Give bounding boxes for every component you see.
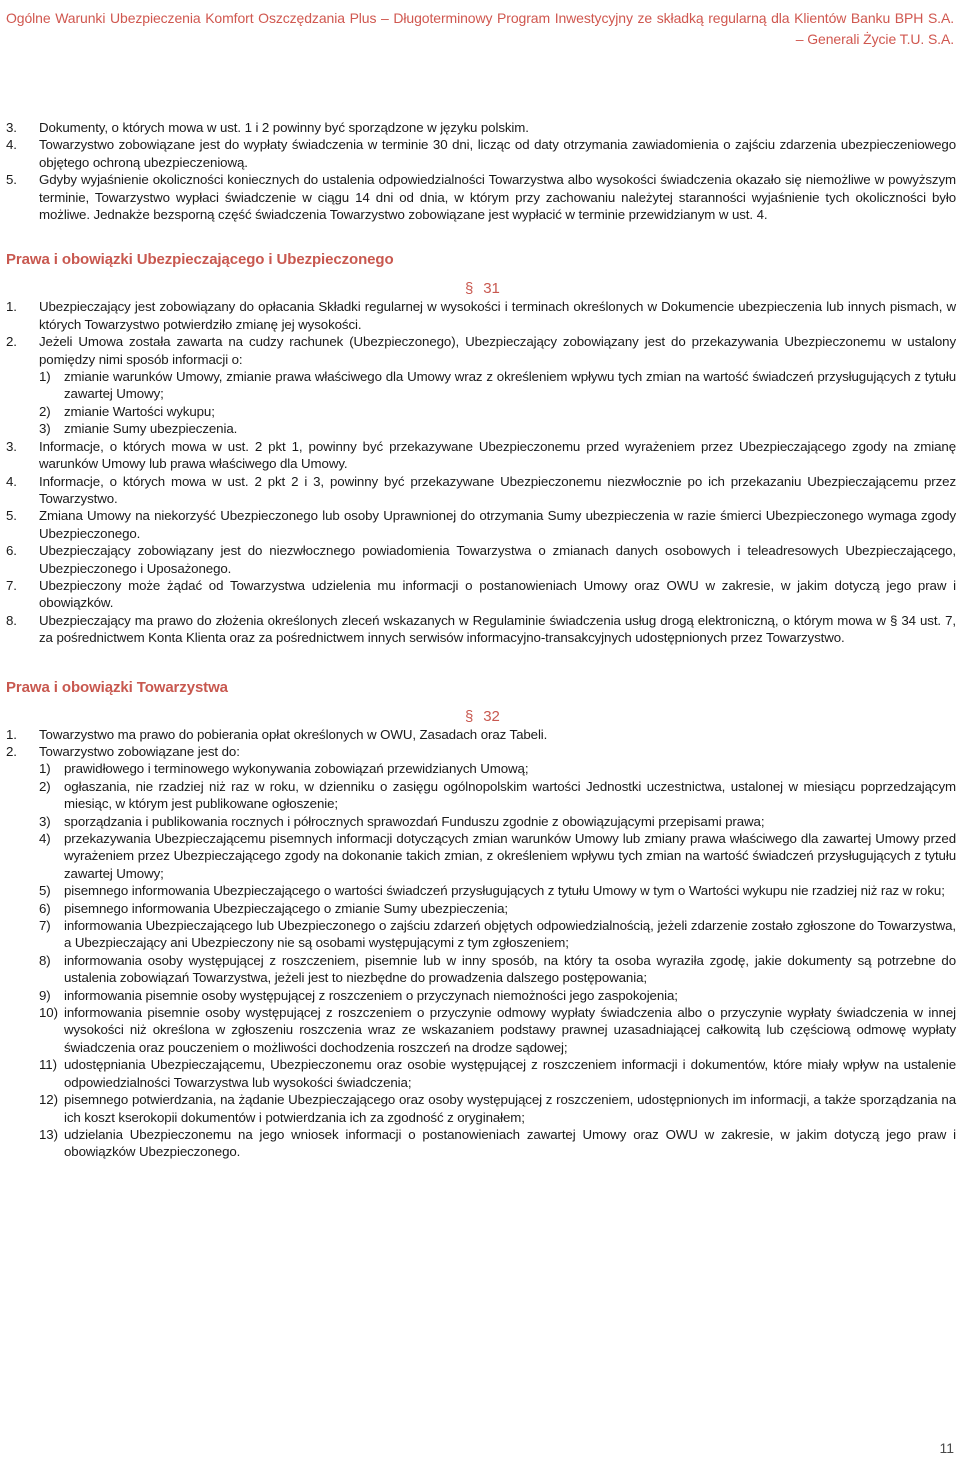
paragraph-number-value: 32: [483, 707, 500, 725]
sub-item-text: udostępniania Ubezpieczającemu, Ubezpieczonemu oraz osobie występującej z roszczeniem informacji i dokumentów, które miały wpływ na ustalenie odpowiedzialności Towarzystwa lub wysokości świadczenia;: [64, 1057, 956, 1090]
sub-item: [39, 1004, 956, 1056]
sub-item-number: 12): [39, 1092, 58, 1108]
item-number: 4.: [6, 137, 17, 153]
sub-item-text: zmianie Sumy ubezpieczenia.: [64, 421, 238, 437]
sub-item-number: 7): [39, 918, 51, 934]
sub-item-text: prawidłowego i terminowego wykonywania zobowiązań przewidzianych Umową;: [64, 761, 529, 777]
item-text: Ubezpieczający jest zobowiązany do opłacania Składki regularnej w wysokości i terminach określonych w Dokumencie ubezpieczenia lub innych pismach, w których Towarzystwo potwierdziło zmianę jej wysokości.: [39, 299, 956, 332]
section2-list: [6, 726, 956, 1161]
sub-item: [39, 778, 956, 813]
item-text: Towarzystwo zobowiązane jest do:: [39, 743, 240, 759]
sub-item: [39, 1056, 956, 1091]
item-text: Ubezpieczony może żądać od Towarzystwa udzielenia mu informacji o postanowieniach Umowy oraz OWU w zakresie, w jakim dotyczą jego praw i obowiązków.: [39, 577, 956, 611]
list-item: [6, 612, 956, 647]
item-text: Jeżeli Umowa została zawarta na cudzy rachunek (Ubezpieczonego), Ubezpieczający zobowiązany jest do przekazywania Ubezpieczonemu w ustalony pomiędzy nimi sposób informacji o:: [39, 334, 956, 367]
list-item: [6, 333, 956, 437]
list-item: [6, 438, 956, 473]
sub-item-number: 1): [39, 761, 51, 777]
sub-item-number: 2): [39, 403, 51, 419]
sub-item: [39, 952, 956, 987]
sub-item: [39, 368, 956, 403]
sub-item-number: 8): [39, 952, 51, 968]
list-item: [6, 171, 956, 223]
sub-item: [39, 900, 956, 917]
sub-item-number: 3): [39, 421, 51, 437]
sub-item-number: 5): [39, 883, 51, 899]
document-header: [6, 8, 954, 50]
item-number: 8.: [6, 612, 17, 628]
list-item: [6, 743, 956, 1161]
sub-item: [39, 882, 956, 899]
item-number: 4.: [6, 473, 17, 489]
item-number: 6.: [6, 543, 17, 559]
paragraph-number: [6, 707, 956, 726]
sub-item-number: 1): [39, 369, 51, 385]
sub-item-text: ogłaszania, nie rzadziej niż raz w roku, w dzienniku o zasięgu ogólnopolskim wartości Jednostki uczestnictwa, ustalonej w miesiącu poprzedzającym miesiąc, w którym jest publikowane ogłoszenie;: [64, 778, 956, 812]
sub-item-text: pisemnego informowania Ubezpieczającego o zmianie Sumy ubezpieczenia;: [64, 900, 508, 916]
document-body: [6, 119, 956, 1161]
paragraph-number: [6, 279, 956, 298]
section-heading: Prawa i obowiązki Ubezpieczającego i Ubezpieczonego: [6, 251, 394, 269]
sub-item-text: informowania pisemnie osoby występującej z roszczeniem o przyczynie odmowy wypłaty świadczenia albo o przyczynie wypłaty świadczenia w innej wysokości niż określona w zgłoszeniu roszczenia wraz ze wskazaniem podstawy prawnej uzasadniającej całkowitą lub częściową odmowę wypłaty świadczenia oraz pouczeniem o możliwości dochodzenia roszczeń na drodze sądowej;: [64, 1005, 956, 1055]
sub-item-number: 4): [39, 831, 51, 846]
item-text: Informacje, o których mowa w ust. 2 pkt 1, powinny być przekazywane Ubezpieczonemu przed wyrażeniem przez Ubezpieczającego zgody na zmianę warunków Umowy lub prawa właściwego dla Umowy.: [39, 438, 956, 472]
item-number: 1.: [6, 299, 17, 315]
item-number: 2.: [6, 334, 17, 350]
sub-list: [39, 760, 956, 1160]
sub-item-number: 10): [39, 1005, 58, 1021]
list-item: [6, 136, 956, 171]
paragraph-sign: §: [465, 280, 474, 298]
sub-item-text: przekazywania Ubezpieczającemu pisemnych informacji dotyczących zmian warunków Umowy lub zmiany prawa właściwego dla zawartej Umowy przed wyrażeniem przez Ubezpieczającego zgody na dokonanie takich zmian, z określeniem wpływu tych zmian na wartość świadczeń przysługujących z tytułu zawartej Umowy;: [64, 831, 956, 881]
item-number: 3.: [6, 438, 17, 454]
list-item: [6, 577, 956, 612]
sub-item-text: zmianie warunków Umowy, zmianie prawa właściwego dla Umowy wraz z określeniem wpływu tych zmian na wartość świadczeń przysługujących z tytułu zawartej Umowy;: [64, 369, 956, 402]
sub-item: [39, 830, 956, 882]
item-text: Towarzystwo zobowiązane jest do wypłaty świadczenia w terminie 30 dni, licząc od daty otrzymania zawiadomienia o zajściu zdarzenia ubezpieczeniowego objętego ochroną ubezpieczeniową.: [39, 137, 956, 170]
paragraph-sign: §: [465, 707, 474, 725]
item-number: 5.: [6, 172, 17, 188]
item-text: Informacje, o których mowa w ust. 2 pkt 2 i 3, powinny być przekazywane Ubezpieczonemu niezwłocznie po ich przekazaniu Ubezpieczającemu przez Towarzystwo.: [39, 473, 956, 506]
sub-list: [39, 368, 956, 438]
item-number: 5.: [6, 508, 17, 524]
item-number: 3.: [6, 120, 17, 135]
sub-item-text: pisemnego potwierdzania, na żądanie Ubezpieczającego oraz osoby występującej z roszczeniem, udostępnionych im informacji, a także sporządzania na ich koszt kserokopii dokumentów i potwierdzania ich za zgodność z oryginałem;: [64, 1092, 956, 1125]
sub-item-number: 13): [39, 1126, 58, 1142]
section1-list: [6, 298, 956, 646]
item-number: 2.: [6, 743, 17, 759]
sub-item: [39, 917, 956, 952]
sub-item: [39, 420, 956, 437]
header-title: Ogólne Warunki Ubezpieczenia Komfort Oszczędzania Plus – Długoterminowy Program Inwestycyjny ze składką regularną dla Klientów Banku BPH S.A.: [6, 10, 954, 26]
sub-item-text: informowania pisemnie osoby występującej z roszczeniem o przyczynach niemożności jego zaspokojenia;: [64, 987, 678, 1003]
page-number: 11: [939, 1440, 954, 1456]
sub-item-text: pisemnego informowania Ubezpieczającego o wartości świadczeń przysługujących z tytułu Umowy w tym o Wartości wykupu nie rzadziej niż raz w roku;: [64, 883, 945, 899]
sub-item-text: informowania osoby występującej z roszczeniem, pisemnie lub w inny sposób, na który ta osoba wyraziła zgodę, jakie dokumenty są potrzebne do ustalenia zobowiązań Towarzystwa, jeżeli jest to niezbędne do prowadzenia dalszego postępowania;: [64, 952, 956, 986]
paragraph-number-value: 31: [483, 280, 500, 298]
sub-item-number: 6): [39, 900, 51, 916]
list-item: [6, 473, 956, 508]
sub-item-number: 11): [39, 1057, 57, 1073]
item-text: Ubezpieczający ma prawo do złożenia określonych zleceń wskazanych w Regulaminie świadczenia usług drogą elektroniczną, o którym mowa w § 34 ust. 7, za pośrednictwem Konta Klienta oraz za pośrednictwem innych serwisów informacyjno-transakcyjnych udostępnionych przez Towarzystwo.: [39, 612, 956, 646]
sub-item: [39, 403, 956, 420]
sub-item-number: 2): [39, 778, 51, 794]
list-item: [6, 119, 956, 136]
item-number: 7.: [6, 577, 17, 593]
sub-item-text: udzielania Ubezpieczonemu na jego wniosek informacji o postanowieniach zawartej Umowy oraz OWU w zakresie, w jakim dotyczą jego praw i obowiązków Ubezpieczonego.: [64, 1126, 956, 1160]
sub-item-text: sporządzania i publikowania rocznych i półrocznych sprawozdań Funduszu zgodnie z obowiązującymi przepisami prawa;: [64, 813, 765, 829]
item-number: 1.: [6, 726, 17, 742]
sub-item: [39, 813, 956, 830]
sub-item: [39, 760, 956, 777]
sub-item-text: zmianie Wartości wykupu;: [64, 403, 215, 419]
header-company: – Generali Życie T.U. S.A.: [795, 31, 954, 47]
sub-item-number: 3): [39, 813, 51, 829]
item-text: Towarzystwo ma prawo do pobierania opłat określonych w OWU, Zasadach oraz Tabeli.: [39, 726, 548, 742]
section-heading: Prawa i obowiązki Towarzystwa: [6, 678, 228, 696]
sub-item: [39, 1091, 956, 1126]
sub-item-text: informowania Ubezpieczającego lub Ubezpieczonego o zajściu zdarzeń objętych odpowiedzialnością, jeżeli zdarzenie zostało zgłoszone do Towarzystwa, a Ubezpieczający ani Ubezpieczony nie są osobami występującymi z tym zgłoszeniem;: [64, 918, 956, 951]
list-item: [6, 507, 956, 542]
intro-list: [6, 119, 956, 223]
list-item: [6, 298, 956, 333]
list-item: [6, 726, 956, 743]
list-item: [6, 542, 956, 577]
item-text: Gdyby wyjaśnienie okoliczności koniecznych do ustalenia odpowiedzialności Towarzystwa albo wysokości świadczenia okazało się niemożliwe w powyższym terminie, Towarzystwo wypłaci świadczenie w ciągu 14 dni od dnia, w którym przy zachowaniu należytej staranności wyjaśnienie tych okoliczności było możliwe. Jednakże bezsporną część świadczenia Towarzystwo zobowiązane jest wypłacić w terminie przewidzianym w ust. 4.: [39, 172, 956, 223]
item-text: Zmiana Umowy na niekorzyść Ubezpieczonego lub osoby Uprawnionej do otrzymania Sumy ubezpieczenia w razie śmierci Ubezpieczonego wymaga zgody Ubezpieczonego.: [39, 508, 956, 541]
item-text: Ubezpieczający zobowiązany jest do niezwłocznego powiadomienia Towarzystwa o zmianach danych osobowych i teleadresowych Ubezpieczającego, Ubezpieczonego i Uposażonego.: [39, 543, 956, 576]
item-text: Dokumenty, o których mowa w ust. 1 i 2 powinny być sporządzone w języku polskim.: [39, 120, 529, 135]
sub-item: [39, 1126, 956, 1161]
sub-item-number: 9): [39, 987, 51, 1003]
sub-item: [39, 987, 956, 1004]
